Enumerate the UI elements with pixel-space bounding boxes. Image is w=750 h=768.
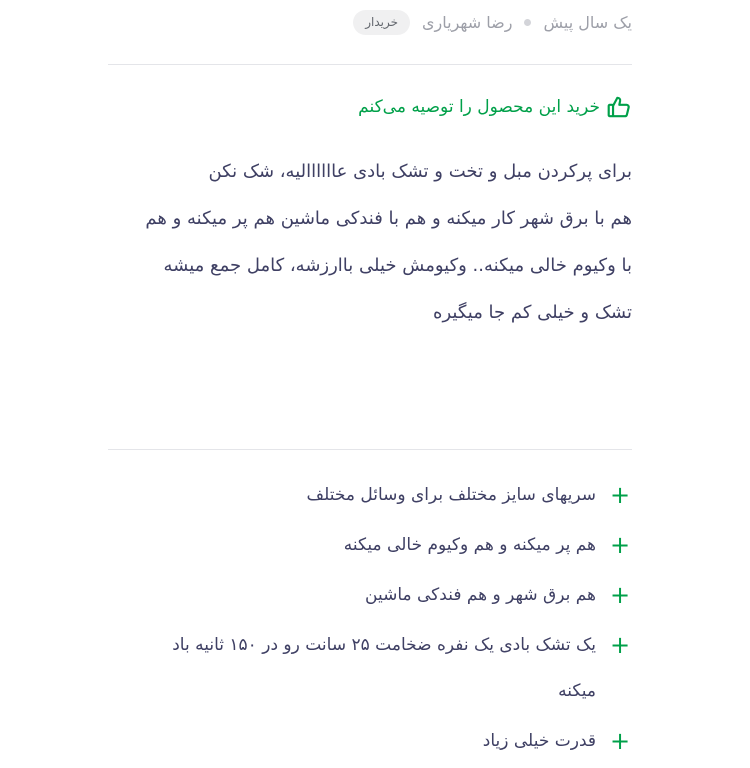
separator-dot — [524, 19, 531, 26]
plus-icon: + — [609, 581, 631, 609]
review-author: رضا شهریاری — [422, 12, 513, 32]
review-meta — [353, 5, 632, 39]
pros-item — [108, 472, 632, 518]
pros-item — [108, 522, 632, 568]
recommendation — [358, 91, 632, 123]
plus-icon: + — [609, 531, 631, 559]
pros-item-text: یک تشک بادی یک نفره ضخامت ۲۵ سانت رو در ۱۵۰ ثانیه باد میکنه — [172, 635, 596, 701]
pros-item — [108, 622, 632, 714]
pros-item-text: هم برق شهر و هم فندکی ماشین — [365, 585, 596, 605]
pros-item-text: قدرت خیلی زیاد — [482, 731, 596, 751]
plus-icon: + — [609, 631, 631, 659]
review-paragraph: برای پرکردن مبل و تخت و تشک بادی عاااااالیه، شک نکن — [208, 161, 632, 182]
review-paragraph: هم با برق شهر کار میکنه و هم با فندکی ماشین هم پر میکنه و هم با وکیوم خالی میکنه.. وکیومش خیلی باارزشه، کامل جمع میشه تشک و خیلی کم جا میگیره — [145, 208, 632, 323]
pros-item-text: هم پر میکنه و هم وکیوم خالی میکنه — [343, 535, 596, 555]
pros-item-text: سریهای سایز مختلف برای وسائل مختلف — [306, 485, 596, 505]
recommendation-text: خرید این محصول را توصیه می‌کنم — [358, 97, 600, 117]
review-date: یک سال پیش — [543, 12, 632, 32]
plus-icon: + — [609, 727, 631, 755]
thumbs-up-icon — [606, 94, 632, 120]
pros-item — [108, 718, 632, 764]
pros-list — [108, 472, 632, 768]
buyer-badge: خریدار — [353, 10, 410, 35]
review-body — [136, 148, 632, 336]
review-card — [108, 0, 632, 755]
top-divider — [108, 64, 632, 65]
mid-divider — [108, 449, 632, 450]
plus-icon: + — [609, 481, 631, 509]
pros-item — [108, 572, 632, 618]
